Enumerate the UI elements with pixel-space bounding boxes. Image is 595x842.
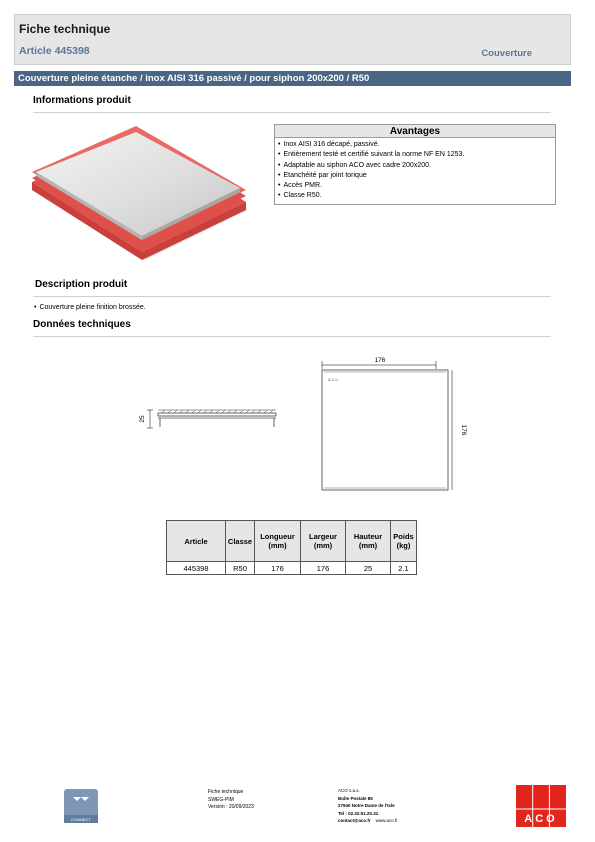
cell-height: 25	[346, 562, 391, 575]
advantages-title: Avantages	[275, 125, 555, 138]
cell-width: 176	[301, 562, 346, 575]
description-item: • Couverture pleine finition brossée.	[34, 304, 146, 311]
footer-address1: Boîte Postale 85	[338, 795, 373, 801]
connect-logo	[64, 789, 98, 823]
col-header-height: Hauteur (mm)	[346, 521, 391, 562]
advantage-item: • Adaptable au siphon ACO avec cadre 200x200.	[278, 161, 552, 171]
col-header-width: Largeur (mm)	[301, 521, 346, 562]
header-box	[14, 14, 571, 65]
footer-email[interactable]: contact@aco.fr	[338, 818, 371, 823]
section-rule	[33, 296, 551, 297]
technical-drawing	[140, 355, 470, 495]
connect-logo-text: CONNECT	[71, 817, 91, 822]
thickness-dimension: 25	[139, 415, 146, 423]
col-header-class: Classe	[226, 521, 255, 562]
footer-system: SWEG-PIM	[208, 796, 234, 803]
col-header-weight: Poids (kg)	[391, 521, 417, 562]
product-image	[28, 128, 248, 260]
footer-version: Version : 20/09/2023	[208, 804, 254, 810]
cell-class: R50	[226, 562, 255, 575]
section-rule	[33, 336, 551, 337]
footer-address2: 27940 Notre Dame de l'Isle	[338, 803, 395, 808]
col-header-article: Article	[167, 521, 226, 562]
footer-phone: Tel : 02.32.51.20.31	[338, 810, 379, 816]
footer-doc-type: Fiche technique	[208, 789, 244, 795]
advantage-item: • Etanchéité par joint torique	[278, 171, 552, 181]
section-rule	[33, 112, 551, 113]
section-title-description: Description produit	[35, 279, 128, 290]
section-title-technical: Données techniques	[33, 319, 131, 330]
footer-doc-info	[208, 789, 254, 812]
aco-logo-text: ACO	[524, 813, 558, 825]
footer-company-info	[338, 787, 398, 825]
advantages-box	[274, 124, 556, 205]
category-label: Couverture	[481, 48, 532, 59]
product-banner: Couverture pleine étanche / inox AISI 316 passivé / pour siphon 200x200 / R50	[14, 71, 571, 86]
aco-logo	[516, 785, 566, 827]
doc-title: Fiche technique	[19, 22, 111, 36]
top-view	[322, 357, 467, 490]
footer-web[interactable]: www.aco.fr	[375, 818, 398, 823]
cell-article: 445398	[167, 562, 226, 575]
advantages-list	[275, 138, 555, 204]
advantage-item: • Entièrement testé et certifié suivant la norme NF EN 1253.	[278, 150, 552, 160]
advantage-item: • Accès PMR.	[278, 181, 552, 191]
plate-mark: a.c.o	[328, 377, 338, 382]
table-header-row	[167, 521, 417, 562]
table-row	[167, 562, 417, 575]
height-dimension: 176	[460, 424, 467, 436]
section-title-info: Informations produit	[33, 95, 131, 106]
advantage-item: • Inox AISI 316 décapé, passivé.	[278, 140, 552, 150]
article-number: Article 445398	[19, 45, 90, 57]
footer-company: ACO s.a.s.	[338, 788, 360, 793]
col-header-length: Longueur (mm)	[255, 521, 301, 562]
side-view	[139, 410, 276, 428]
spec-table	[166, 520, 417, 575]
cell-length: 176	[255, 562, 301, 575]
cell-weight: 2.1	[391, 562, 417, 575]
width-dimension: 176	[374, 357, 386, 364]
advantage-item: • Classe R50.	[278, 191, 552, 201]
